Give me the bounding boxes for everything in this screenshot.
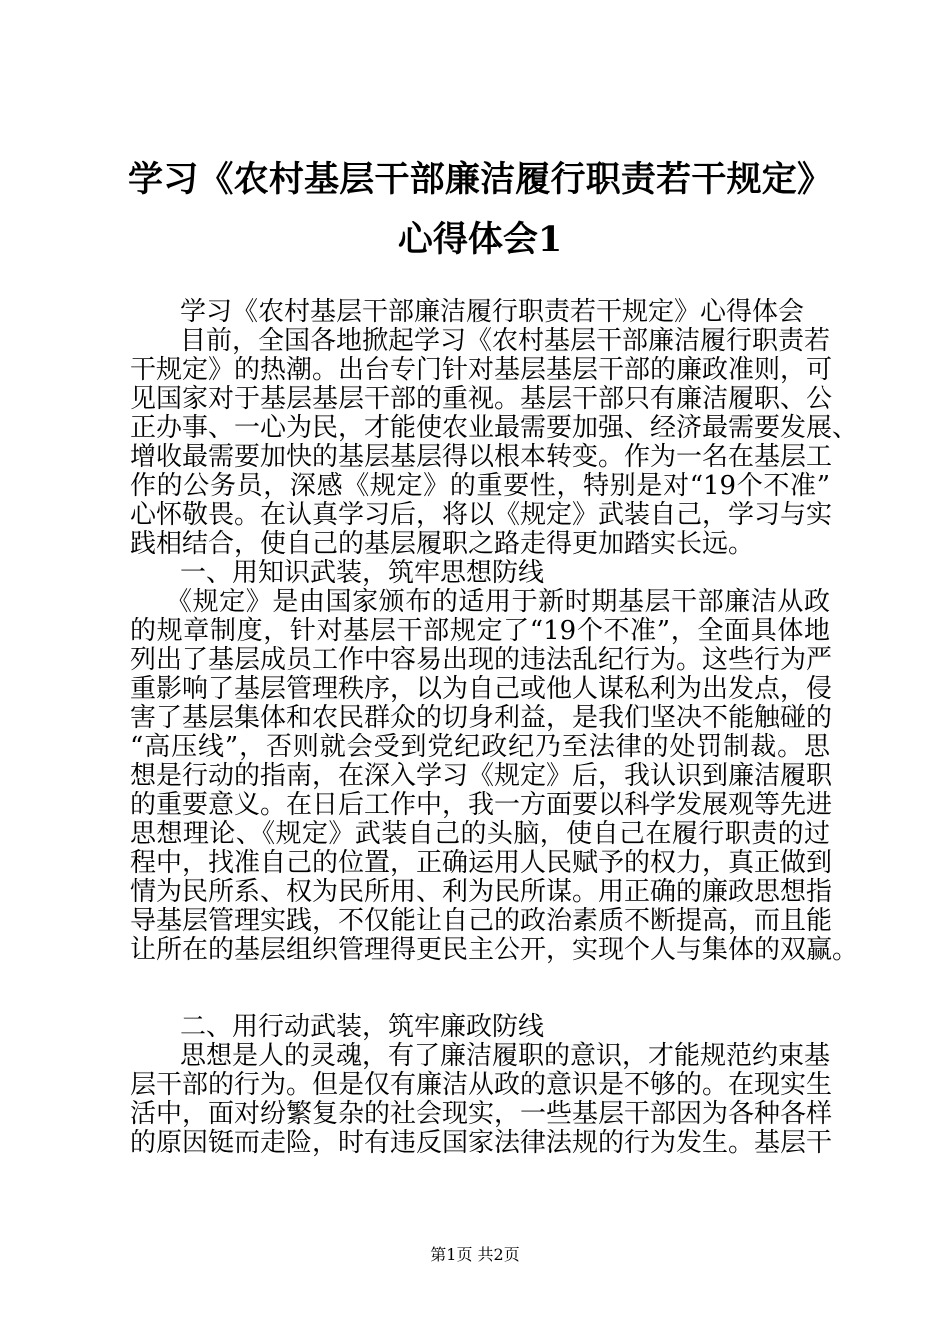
paragraph-line: 见国家对于基层基层干部的重视。基层干部只有廉洁履职、公 <box>130 384 833 414</box>
paragraph-line: 目前，全国各地掀起学习《农村基层干部廉洁履行职责若 <box>180 326 831 356</box>
subtitle: 学习《农村基层干部廉洁履行职责若干规定》心得体会 <box>180 297 805 327</box>
paragraph-line: 重影响了基层管理秩序，以为自己或他人谋私利为出发点，侵 <box>130 674 833 704</box>
paragraph-line: 增收最需要加快的基层基层得以根本转变。作为一名在基层工 <box>130 442 833 472</box>
paragraph-line: 情为民所系、权为民所用、利为民所谋。用正确的廉政思想指 <box>130 877 833 907</box>
paragraph-line: 心怀敬畏。在认真学习后，将以《规定》武装自己，学习与实 <box>130 500 833 530</box>
paragraph-line: 害了基层集体和农民群众的切身利益，是我们坚决不能触碰的 <box>130 703 833 733</box>
document-title-line2: 心得体会1 <box>397 219 563 260</box>
paragraph-line: 的规章制度，针对基层干部规定了“19个不准”，全面具体地 <box>130 616 830 646</box>
paragraph-line: 思想是人的灵魂，有了廉洁履职的意识，才能规范约束基 <box>180 1041 831 1071</box>
document-title-line1: 学习《农村基层干部廉洁履行职责若干规定》 <box>128 159 832 200</box>
paragraph-line: 程中，找准自己的位置，正确运用人民赋予的权力，真正做到 <box>130 848 833 878</box>
paragraph-line: “高压线”，否则就会受到党纪政纪乃至法律的处罚制裁。思 <box>130 732 830 762</box>
paragraph-line: 层干部的行为。但是仅有廉洁从政的意识是不够的。在现实生 <box>130 1070 833 1100</box>
paragraph-line: 导基层管理实践，不仅能让自己的政治素质不断提高，而且能 <box>130 906 833 936</box>
blank-line <box>130 965 830 1013</box>
paragraph-line: 正办事、一心为民，才能使农业最需要加强、经济最需要发展、 <box>130 413 859 443</box>
paragraph-line: 的重要意义。在日后工作中，我一方面要以科学发展观等先进 <box>130 790 833 820</box>
paragraph-line: 列出了基层成员工作中容易出现的违法乱纪行为。这些行为严 <box>130 645 833 675</box>
paragraph-line: 活中，面对纷繁复杂的社会现实，一些基层干部因为各种各样 <box>130 1099 833 1129</box>
paragraph-line: 思想理论、《规定》武装自己的头脑，使自己在履行职责的过 <box>130 819 830 849</box>
page-footer: 第1页 共2页 <box>430 1245 520 1264</box>
paragraph-line: 的原因铤而走险，时有违反国家法律法规的行为发生。基层干 <box>130 1128 833 1158</box>
section-heading: 二、用行动武装，筑牢廉政防线 <box>180 1012 545 1042</box>
paragraph-line: 践相结合，使自己的基层履职之路走得更加踏实长远。 <box>130 529 755 559</box>
paragraph-line: 想是行动的指南，在深入学习《规定》后，我认识到廉洁履职 <box>130 761 833 791</box>
paragraph-line: 让所在的基层组织管理得更民主公开，实现个人与集体的双赢。 <box>130 935 859 965</box>
paragraph-line: 干规定》的热潮。出台专门针对基层基层干部的廉政准则，可 <box>130 355 833 385</box>
paragraph-line: 《规定》是由国家颁布的适用于新时期基层干部廉洁从政 <box>166 587 830 617</box>
paragraph-line: 作的公务员，深感《规定》的重要性，特别是对“19个不准” <box>130 471 830 501</box>
section-heading: 一、用知识武装，筑牢思想防线 <box>180 558 545 588</box>
document-body <box>130 297 859 1158</box>
